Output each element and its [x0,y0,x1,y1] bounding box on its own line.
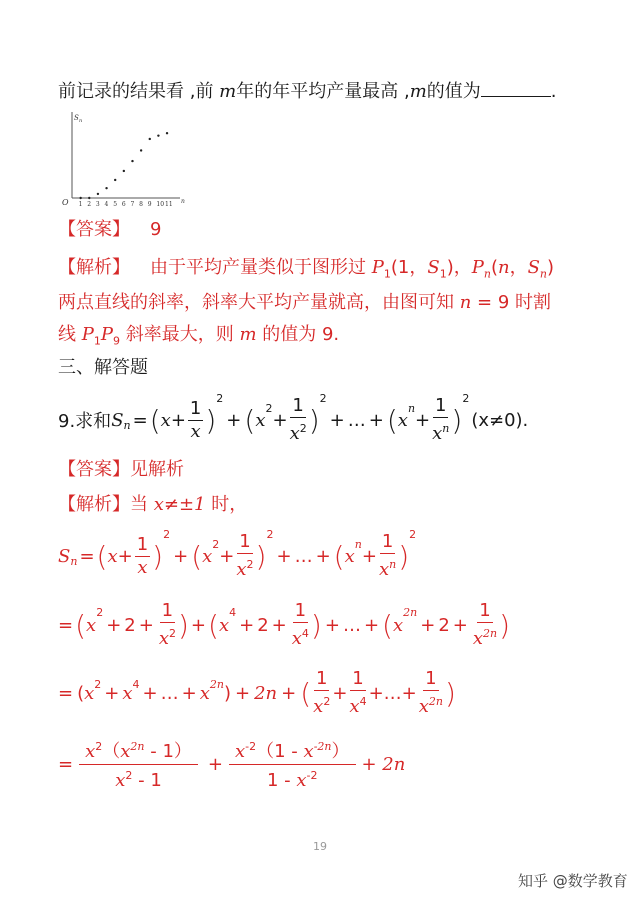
numerator: 1 [435,395,447,416]
paren: ( [75,608,87,642]
numerator: 1 [239,531,251,552]
exponent: n [354,538,362,551]
section-title: 三、解答题 [58,357,148,378]
fraction [473,601,497,649]
scatter-chart [58,108,188,208]
denominator: x [349,696,360,717]
exponent: 2n [209,678,224,691]
x-axis-label: n [181,198,185,205]
question-9 [58,392,528,448]
var-s: S [527,257,540,278]
page-number: 19 [313,840,327,853]
analysis-text: 的值为 9. [256,324,340,345]
var-n: n [459,292,472,313]
constant: 2 [124,614,136,636]
equals: = [58,682,74,704]
analysis-text: 由于平均产量类似于图形过 [150,257,372,278]
origin-label: O [62,198,69,207]
derivation-line-3 [58,664,456,722]
y-axis-label-sub: n [79,118,83,124]
sub: 9 [112,334,120,348]
exponent: 2 [95,740,103,753]
plus: + [368,682,384,704]
plus: + [368,409,384,431]
plus: + [190,614,207,636]
numerator: 1 [381,531,394,552]
analysis-text: ( [490,257,498,278]
q9-prefix: 9.求和 [58,411,112,432]
fraction [313,669,330,717]
exponent: 2 [94,678,102,691]
analysis-text: ， [509,257,528,278]
analysis-text: 当 [130,494,154,515]
sub: 1 [383,267,391,281]
var-x: x [86,614,97,636]
analysis-text: (1， [390,257,428,278]
analysis-1-line-1 [58,256,554,287]
answer-2 [58,458,184,482]
plus: + [363,614,380,636]
minus-one: - 1 [150,741,174,762]
exponent: 2 [319,392,327,405]
ellipsis: … [347,409,366,431]
x-tick-label: 10 [156,201,165,208]
plus: + [329,409,345,431]
x-tick-label: 3 [95,201,100,208]
fraction [419,669,443,717]
analysis-text: = 9 时割 [471,292,552,313]
condition: (x≠0). [471,409,529,431]
exponent: 2 [212,538,220,551]
plus: + [235,682,251,704]
exponent: 2 [125,769,133,782]
plus: + [138,614,154,636]
var-x: x [85,741,96,762]
paren: ( [300,676,312,710]
numerator: 1 [161,600,174,621]
plus: + [117,545,133,567]
sub: 1 [93,334,101,348]
data-point [114,179,116,181]
question-line [58,80,557,104]
ellipsis: … [383,682,402,704]
denominator: x [313,696,324,717]
exponent: 4 [301,627,309,640]
var-n: n [497,257,510,278]
exponent: n [442,422,450,435]
plus: + [170,409,186,431]
condition: x≠±1 [153,494,206,515]
paren: ( [333,539,345,573]
denominator: x [236,559,247,580]
data-point [166,132,168,134]
fraction [292,601,309,649]
sub: n [483,267,491,281]
numerator: 1 [189,397,202,419]
paren: ( [149,403,161,437]
paren: ) [310,608,322,642]
analysis-text: 斜率最大，则 [119,324,240,345]
var-x: x [115,770,126,791]
paren: ) [398,539,410,573]
var-x: x [84,682,95,704]
exponent: -2 [306,769,318,782]
x-tick-label: 5 [113,201,118,208]
analysis-text: 两点直线的斜率，斜率大平均产量就高，由图可知 [58,292,460,313]
x-tick-label: 7 [130,201,135,208]
denominator: x [418,696,429,717]
exponent: -2 [245,740,257,753]
exponent: 2 [323,695,331,708]
plus: + [361,545,377,567]
paren: ( [77,682,85,704]
denominator: x [190,420,201,442]
var-m-2: m [409,81,427,102]
x-tick-label: 11 [165,201,173,208]
data-point [105,187,107,189]
var-x: x [255,409,266,431]
x-tick-label: 8 [139,201,143,208]
exponent: 2 [246,558,254,571]
fraction [229,737,356,791]
plus: + [324,614,340,636]
answer-value: 9 [150,219,162,240]
equals: = [58,753,74,775]
numerator: 1 [294,600,307,621]
var-x: x [202,545,213,567]
paren: ( [208,608,219,642]
analysis-text: )， [446,257,472,278]
plus: + [173,545,189,567]
denominator: x [289,423,300,444]
equals: = [58,614,74,636]
paren: ) [499,608,511,642]
y-axis-label: S [74,114,79,122]
data-point [97,193,99,195]
exponent: 4 [229,606,237,619]
plus: + [276,545,292,567]
exponent: 4 [359,695,367,708]
paren: ) [308,403,320,437]
analysis-1-line-2 [58,291,551,315]
exponent: 2n [130,740,145,753]
fraction [79,737,198,791]
denominator: x [378,559,390,580]
analysis-text: 线 [58,324,82,345]
paren: ) [152,539,164,573]
exponent: 2 [266,528,274,541]
exponent: 2 [409,528,417,541]
numerator: 1 [425,668,437,689]
paren: ) [223,682,231,704]
fraction [290,396,307,444]
analysis-2 [58,493,247,517]
exponent: 2n [403,606,418,619]
plus: + [272,409,288,431]
analysis-label: 【解析】 [58,494,130,515]
numerator: 1 [316,668,328,689]
sub: n [539,267,547,281]
var-m: m [239,324,257,345]
var-s: S [58,545,71,567]
denominator: x [432,423,443,444]
analysis-1-line-3 [58,323,339,354]
var-x: x [392,614,404,636]
exponent: 2 [216,392,224,405]
plus: + [181,682,197,704]
plus: + [401,682,417,704]
exponent: 2n [483,627,498,640]
question-text-2: 年的年平均产量最高 , [236,81,410,102]
plus: + [104,682,120,704]
sub: 1 [439,267,447,281]
denominator: x [472,628,484,649]
exponent: 2 [299,422,307,435]
fraction [135,535,150,578]
x-tick-label: 6 [121,201,126,208]
plus: + [332,682,348,704]
constant: 2 [257,614,269,636]
fraction [236,532,253,580]
answer-label: 【答案】 [58,219,130,240]
var-x: x [122,682,133,704]
derivation-line-1 [58,528,416,584]
point-p: P [371,257,384,278]
section-heading [58,356,148,380]
sub: n [70,555,78,568]
paren: ) [451,403,463,437]
paren: ( [96,539,108,573]
plus: + [219,545,235,567]
sub: n [123,419,131,432]
one-minus: 1 - [266,770,291,791]
plus: + [226,409,242,431]
data-point [149,138,151,140]
plus: + [271,614,287,636]
answer-label: 【答案】 [58,459,130,480]
paren: ( [386,403,398,437]
answer-blank [481,80,551,97]
var-s: S [427,257,440,278]
exponent: 2 [265,402,273,415]
minus-one: - 1 [138,770,162,791]
watermark: 知乎 @数学教育 [518,872,628,890]
exponent: 4 [132,678,140,691]
analysis-text: ) [547,257,555,278]
plus: + [142,682,158,704]
ellipsis: … [342,614,361,636]
x-tick-label: 4 [104,201,109,208]
question-text-1: 前记录的结果看 ,前 [58,81,220,102]
var-x: x [160,409,171,431]
fraction [432,396,449,444]
var-m: m [219,81,237,102]
point-pn: P [471,257,484,278]
data-point [88,197,90,199]
data-point [123,170,125,172]
point-p: P [100,324,113,345]
denominator: x [291,628,302,649]
exponent: 2n [428,695,444,708]
paren: ( [244,403,256,437]
exponent: -2n [313,740,332,753]
point-p: P [81,324,94,345]
plus: + [281,682,297,704]
var-x: x [199,682,210,704]
derivation-line-4 [58,734,405,794]
fraction [188,399,203,442]
numerator: 1 [352,668,364,689]
exponent: n [389,558,397,571]
data-point [131,160,133,162]
fraction [379,532,396,580]
paren: ) [177,608,189,642]
plus: + [207,753,223,775]
var-x: x [235,741,246,762]
derivation-line-2 [58,596,510,654]
var-x: x [107,545,118,567]
plus: + [315,545,331,567]
denominator [267,765,318,791]
x-tick-label: 2 [87,201,92,208]
paren: ) [205,403,217,437]
exponent: 2 [168,627,176,640]
term-2n: 2n [254,682,278,704]
one-minus: 1 - [274,741,298,762]
plus: + [415,409,431,431]
plus: + [106,614,122,636]
exponent: 2 [462,392,470,405]
var-x: x [296,770,307,791]
paren: ( [191,539,203,573]
numerator: $x^{-2}(1 - x^{-2n})$ [229,737,356,765]
exponent: 2 [96,606,104,619]
question-text-3: 的值为 [426,81,481,102]
answer-value: 见解析 [130,459,184,480]
var-x: x [397,409,408,431]
plus: + [420,614,436,636]
denominator: x [158,628,169,649]
denominator [115,765,162,791]
var-x: x [344,545,355,567]
var-x: x [218,614,230,636]
plus: + [452,614,468,636]
ellipsis: … [160,682,179,704]
ellipsis: … [294,545,313,567]
denominator: x [137,556,148,578]
numerator: 1 [479,600,491,621]
data-point [140,149,142,151]
fraction [159,601,176,649]
analysis-label: 【解析】 [58,257,130,278]
analysis-text: 时， [205,494,248,515]
var-x: x [303,741,314,762]
plus: + [239,614,255,636]
numerator: $x^2(x^{2n} - 1)$ [79,737,198,765]
fraction [349,669,366,717]
var-x: x [120,741,131,762]
constant: 2 [438,614,450,636]
equals: = [79,545,95,567]
paren: ( [382,608,393,642]
paren: ) [445,676,456,710]
question-period: . [550,81,557,102]
var-s: S [111,409,124,431]
term-plus-2n: + 2n [361,753,406,775]
exponent: n [407,402,416,415]
x-tick-label: 9 [147,201,152,208]
answer-1 [58,218,161,242]
data-point [157,134,159,136]
numerator: 1 [136,533,149,555]
equals: = [132,409,148,431]
data-point [79,197,81,199]
exponent: 2 [163,528,171,541]
x-tick-label: 1 [78,201,83,208]
numerator: 1 [292,395,304,416]
paren: ) [255,539,267,573]
